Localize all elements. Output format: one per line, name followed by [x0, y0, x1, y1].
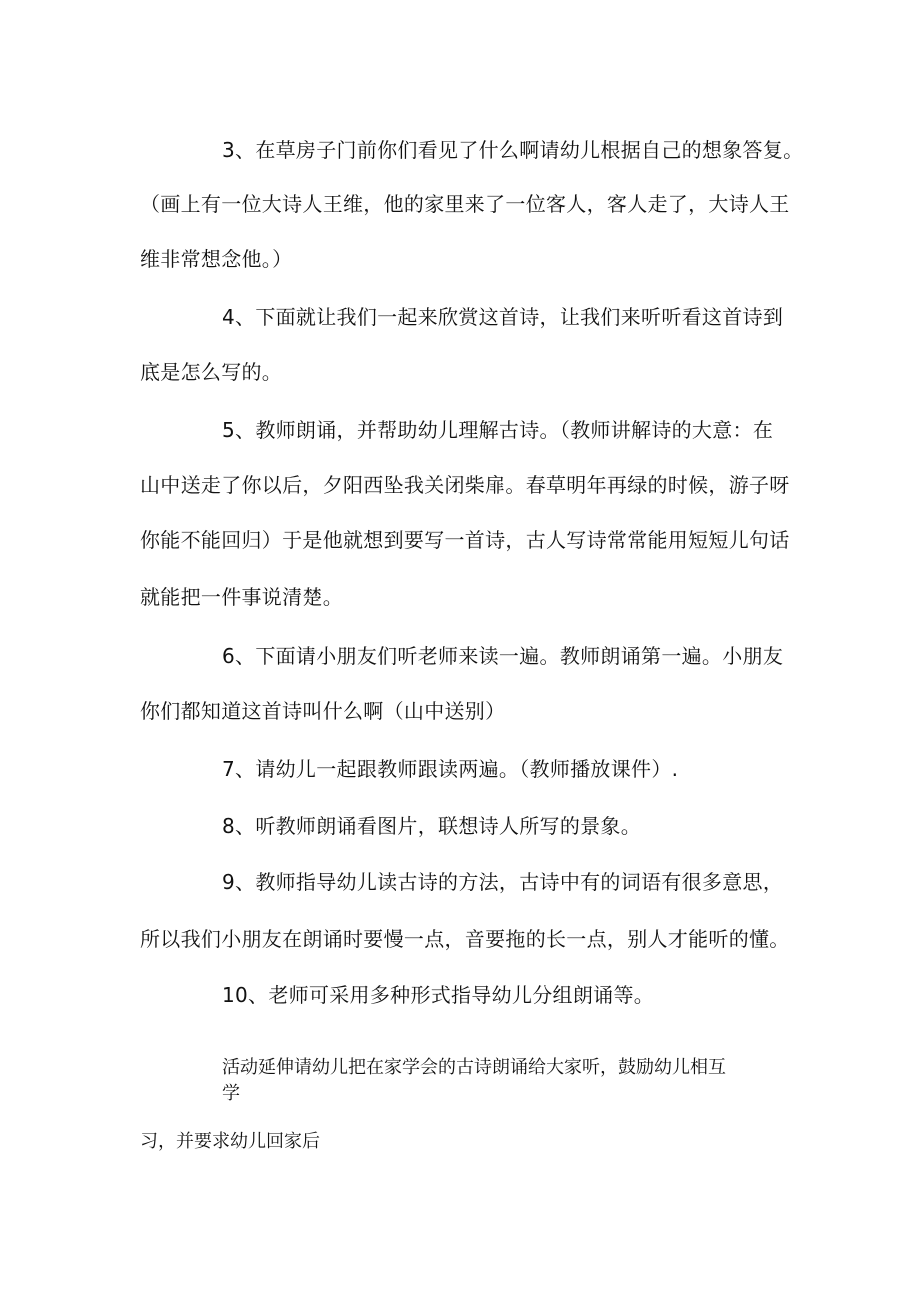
paragraph-line: 9、教师指导幼儿读古诗的方法，古诗中有的词语有很多意思， — [222, 870, 784, 894]
paragraph-line: 所以我们小朋友在朗诵时要慢一点，音要拖的长一点，别人才能听的懂。 — [140, 927, 790, 951]
paragraph-line: 维非常想念他。） — [140, 247, 293, 271]
paragraph-line: 学 — [222, 1083, 240, 1104]
paragraph-line: 就能把一件事说清楚。 — [140, 585, 343, 609]
paragraph-line: 山中送走了你以后，夕阳西坠我关闭柴扉。春草明年再绿的时候，游子呀 — [140, 473, 790, 497]
paragraph-line: 4、下面就让我们一起来欣赏这首诗，让我们来听听看这首诗到 — [222, 305, 784, 329]
paragraph-line: 你能不能回归）于是他就想到要写一首诗，古人写诗常常能用短短儿句话 — [140, 528, 790, 552]
paragraph-line: 你们都知道这首诗叫什么啊（山中送别） — [140, 699, 506, 723]
paragraph-line: 3、在草房子门前你们看见了什么啊请幼儿根据自己的想象答复。 — [222, 138, 804, 162]
paragraph-line: 6、下面请小朋友们听老师来读一遍。教师朗诵第一遍。小朋友 — [222, 644, 784, 668]
paragraph-line: （画上有一位大诗人王维，他的家里来了一位客人，客人走了，大诗人王 — [140, 192, 790, 216]
paragraph-line: 5、教师朗诵，并帮助幼儿理解古诗。（教师讲解诗的大意：在 — [222, 418, 774, 442]
paragraph-line: 7、请幼儿一起跟教师跟读两遍。（教师播放课件）. — [222, 757, 679, 781]
paragraph-line: 习，并要求幼儿回家后 — [140, 1131, 320, 1152]
paragraph-line: 8、听教师朗诵看图片，联想诗人所写的景象。 — [222, 814, 642, 838]
paragraph-line: 活动延伸请幼儿把在家学会的古诗朗诵给大家听，鼓励幼儿相互 — [222, 1057, 726, 1078]
paragraph-line: 底是怎么写的。 — [140, 360, 283, 384]
paragraph-line: 10、老师可采用多种形式指导幼儿分组朗诵等。 — [222, 983, 655, 1007]
